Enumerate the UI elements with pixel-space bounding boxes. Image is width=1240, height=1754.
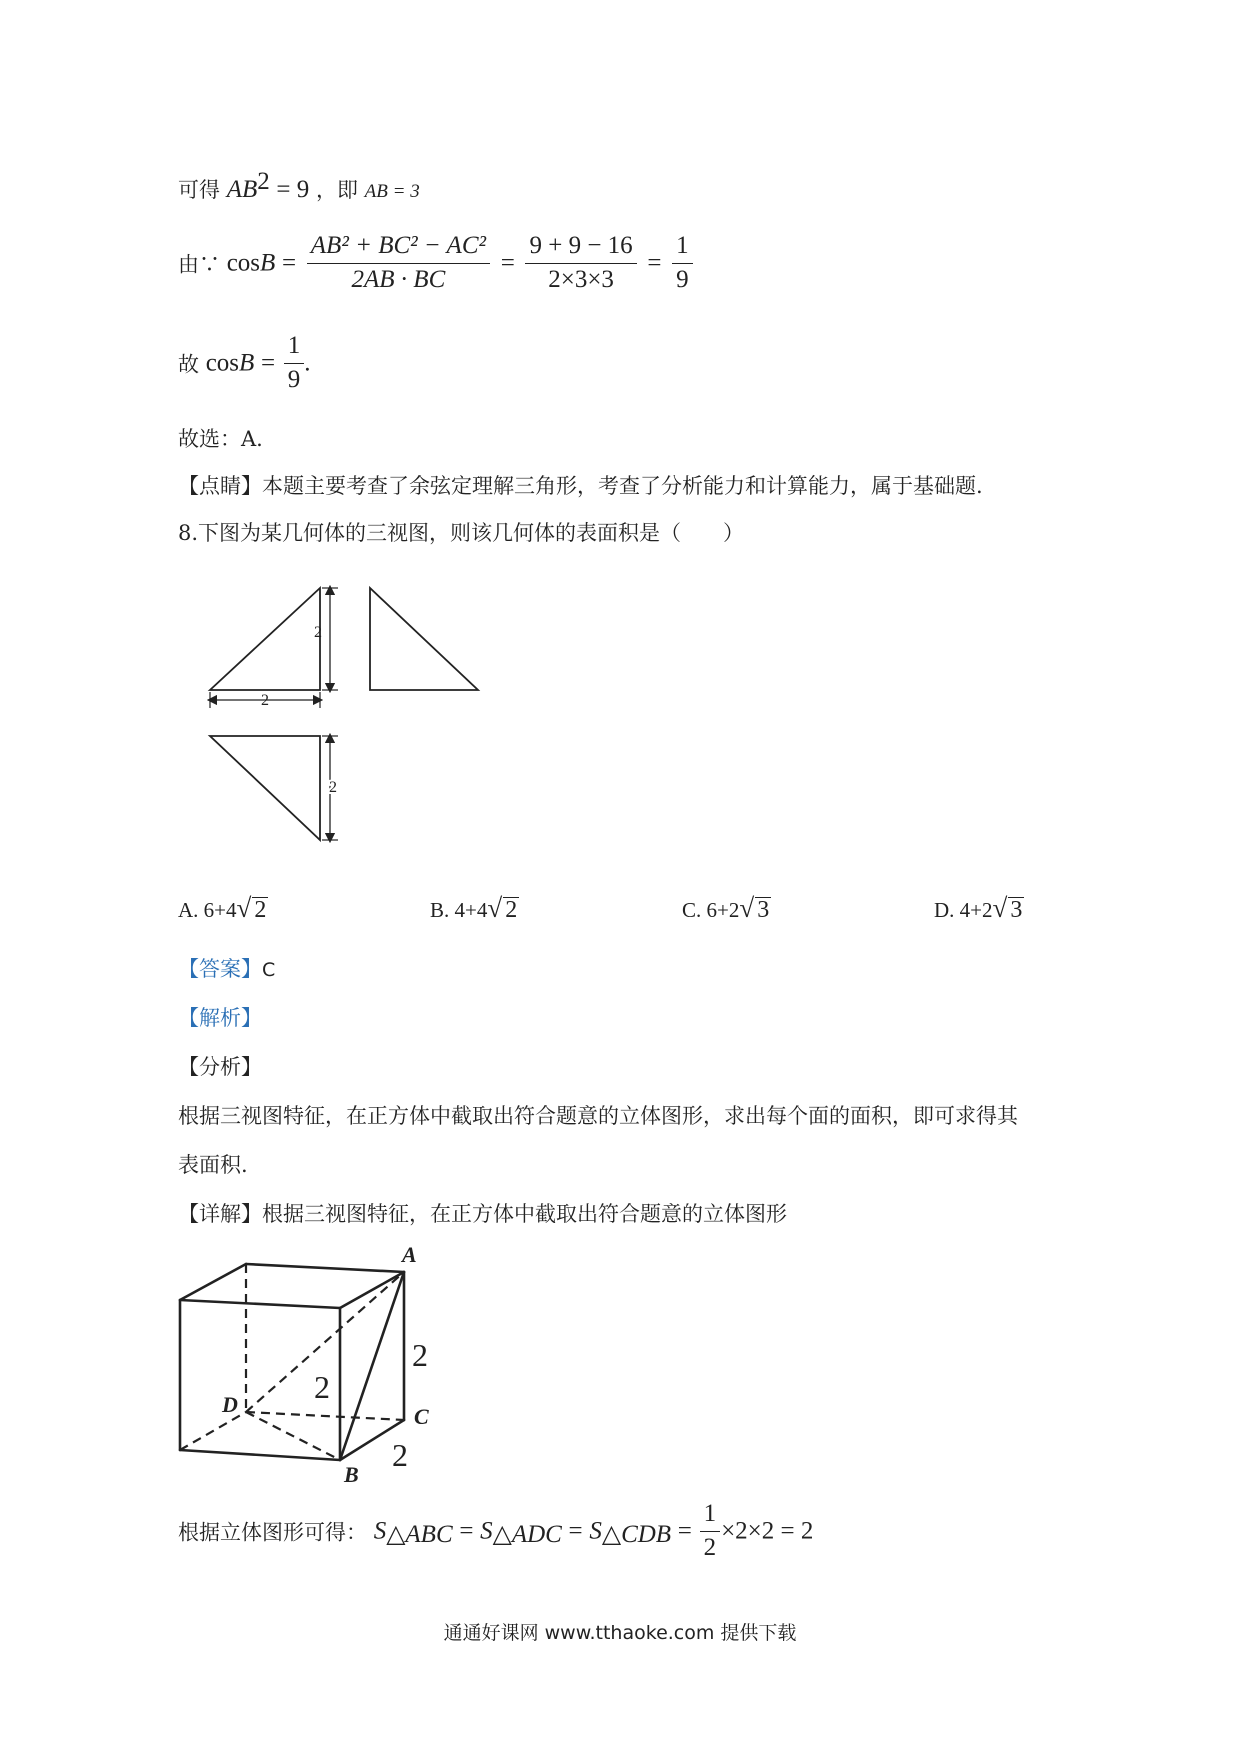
- denominator: 2×3×3: [548, 265, 614, 293]
- edge-label: 2: [412, 1337, 428, 1373]
- math-subscript: △ABC: [386, 1520, 453, 1548]
- text-prefix: 故: [178, 352, 199, 377]
- numerator: 9 + 9 − 16: [525, 232, 636, 264]
- radicand: 3: [757, 897, 770, 923]
- math-eq: =: [500, 249, 515, 277]
- option-value: 6+2: [706, 898, 740, 922]
- option-label: D.: [934, 898, 955, 922]
- line-area-formula: 根据立体图形可得： $S_{\triangle ABC} = S_{\triangle ADC} = S_{\triangle CDB}$ = $\frac{1}{2}$ ×2×2 = 2: [178, 1500, 814, 1561]
- option-value: 4+2: [959, 898, 993, 922]
- math-eq: =: [260, 349, 276, 377]
- line-choice: 故选：A.: [178, 427, 263, 451]
- cube-edge: [180, 1264, 246, 1300]
- math-rhs: = 9: [276, 176, 310, 203]
- denominator: 9: [287, 365, 301, 393]
- math-b: B: [239, 349, 255, 377]
- math-subscript: △ADC: [492, 1520, 562, 1548]
- fraction-half: [700, 1500, 721, 1563]
- option-label: C.: [682, 898, 702, 922]
- edge-label: 2: [392, 1437, 408, 1473]
- question-8: 8.下图为某几何体的三视图，则该几何体的表面积是（ ）: [178, 521, 745, 545]
- sqrt-icon: √: [487, 893, 503, 923]
- math-ab-eq-3: AB = 3: [364, 181, 420, 202]
- jiexi-heading: 【解析】: [178, 1006, 262, 1030]
- cube-edge: [246, 1264, 404, 1272]
- sqrt-icon: √: [992, 893, 1008, 923]
- math-b: B: [260, 249, 276, 277]
- dimension-label: 2: [329, 779, 337, 796]
- edge-label: 2: [314, 1369, 330, 1405]
- numerator: 1: [700, 1500, 721, 1532]
- vertex-label-a: A: [402, 1242, 417, 1267]
- sqrt-icon: √: [739, 893, 755, 923]
- cube-edge: [180, 1450, 340, 1460]
- math-s: S: [373, 1517, 387, 1545]
- footer-watermark: 通通好课网 www.tthaoke.com 提供下载: [443, 1622, 797, 1644]
- sqrt-icon: √: [236, 893, 252, 923]
- math-eq: =: [281, 249, 297, 277]
- cube-edge: [180, 1300, 340, 1308]
- denominator: 9: [676, 265, 689, 293]
- option-value: 6+4: [203, 898, 237, 922]
- text-mid: ，即: [315, 178, 358, 202]
- text-prefix: 根据立体图形可得：: [178, 1520, 367, 1545]
- fenxi-heading: 【分析】: [178, 1055, 262, 1079]
- math-subscript: △CDB: [601, 1520, 672, 1548]
- math-eq: =: [647, 249, 662, 277]
- numerator: AB² + BC² − AC²: [307, 232, 490, 264]
- math-s: S: [480, 1517, 493, 1545]
- analysis-text-1: 根据三视图特征，在正方体中截取出符合题意的立体图形，求出每个面的面积，即可求得其: [178, 1104, 1018, 1128]
- answer-value: C: [262, 959, 276, 981]
- dimension-label: 2: [314, 624, 322, 641]
- vertex-label-b: B: [344, 1462, 359, 1487]
- vertex-label-d: D: [222, 1392, 238, 1417]
- denominator: 2AB · BC: [351, 265, 446, 293]
- math-tail: ×2×2 = 2: [721, 1517, 814, 1545]
- option-label: A.: [178, 898, 199, 922]
- line-dianjing: 【点睛】本题主要考查了余弦定理解三角形，考查了分析能力和计算能力，属于基础题.: [178, 474, 983, 498]
- option-value: 4+4: [454, 898, 488, 922]
- math-cos: cos: [205, 349, 240, 377]
- math-exponent: 2: [257, 168, 270, 195]
- math-s: S: [589, 1517, 602, 1545]
- dimension-label: 2: [261, 692, 269, 709]
- detail-text: 【详解】根据三视图特征，在正方体中截取出符合题意的立体图形: [178, 1202, 787, 1226]
- option-label: B.: [430, 898, 450, 922]
- text-prefix: 由∵: [178, 252, 220, 277]
- math-period: .: [304, 349, 311, 377]
- radicand: 3: [1010, 897, 1023, 923]
- denominator: 2: [703, 1533, 717, 1561]
- math-ab: AB: [226, 176, 258, 203]
- vertex-label-c: C: [414, 1404, 429, 1429]
- numerator: 1: [672, 232, 693, 264]
- analysis-text-2: 表面积.: [178, 1153, 248, 1177]
- hidden-edge: [180, 1412, 246, 1450]
- radicand: 2: [505, 897, 518, 923]
- radicand: 2: [254, 897, 267, 923]
- answer-tag: 【答案】: [178, 957, 262, 981]
- math-cos: cos: [226, 249, 261, 277]
- text-prefix: 可得: [178, 178, 220, 202]
- hidden-edge-dc: [246, 1412, 404, 1420]
- numerator: 1: [284, 332, 305, 364]
- hidden-edge-db: [246, 1412, 340, 1460]
